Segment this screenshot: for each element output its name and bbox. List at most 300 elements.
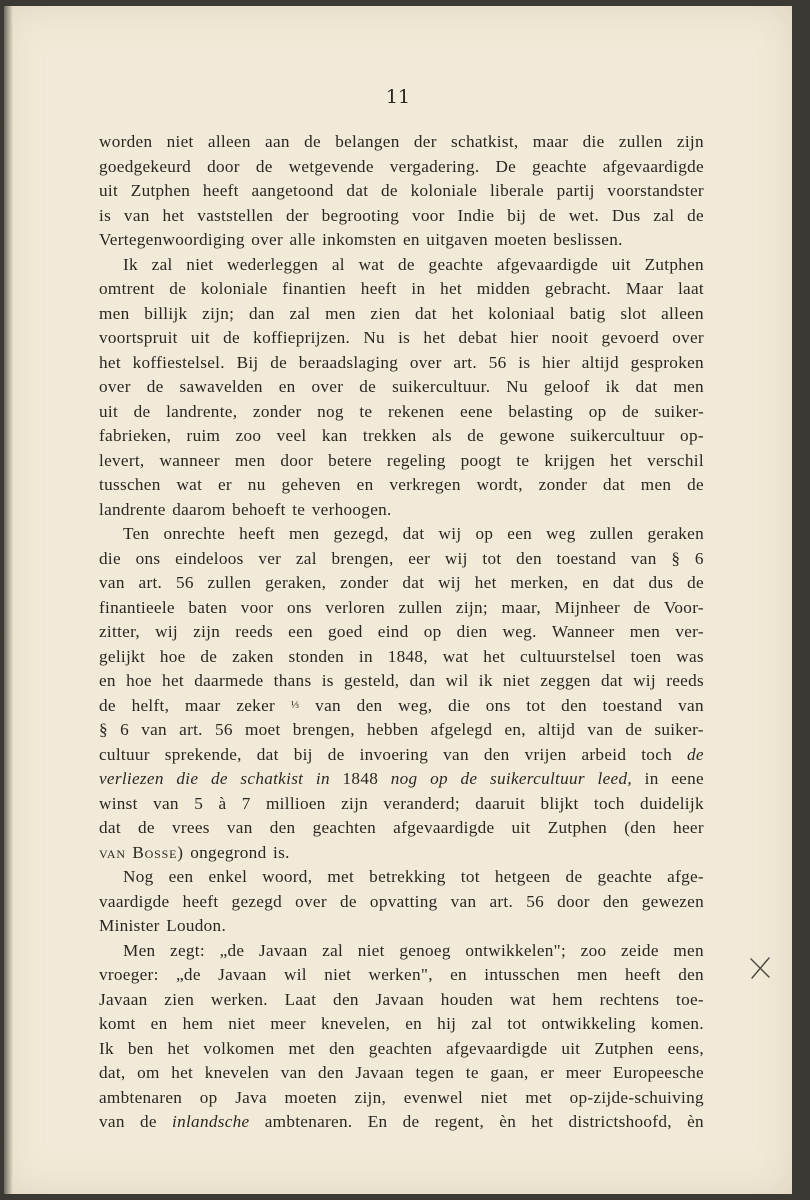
word: het [483,646,506,666]
word: èn [499,1112,517,1131]
text-line [99,424,704,449]
word: ambtenaren [99,1087,183,1107]
text-line [99,179,704,204]
word: eene [460,401,493,421]
text-line [99,743,704,768]
word: tot [526,695,546,715]
word: den [269,818,296,837]
word: zegt: [170,940,205,960]
word: over [672,328,704,347]
word: den [356,695,383,715]
word: dat [256,744,279,764]
word: „de [176,965,201,984]
page-number: 11 [385,86,411,108]
word: den [333,989,359,1009]
word: zeggen [540,671,591,690]
word: Loudon. [166,916,227,935]
word: uit [561,1038,581,1058]
word: inlandsche [172,1112,250,1131]
word: gezegd [231,891,283,911]
word: brengen, [331,548,394,568]
word: schatkist, [451,132,519,151]
word: van [123,205,150,225]
word: en, [504,720,526,739]
word: verkregen [389,475,461,494]
word: ontwikkeling [541,1014,636,1033]
word: aan [265,132,290,151]
text-line [99,1012,704,1037]
word: eind [377,622,409,641]
word: niet [502,671,530,690]
word: afgevaardigde [602,156,704,176]
word: van [630,548,657,568]
word: wederleggen [227,254,319,274]
word: zijn [341,793,369,813]
word: 6 [120,720,130,739]
word: dan [409,671,436,690]
word: dat [346,181,369,200]
word: ons [286,597,312,617]
text-line [99,326,704,351]
word: gesproken [630,352,704,372]
word: het [440,279,463,298]
word: de [381,181,398,200]
word: in [644,769,659,788]
word: is. [273,842,290,862]
word: ons [135,548,161,568]
text-line [99,498,704,523]
word: hier [542,352,570,372]
word: 56 [214,720,233,739]
word: er [540,1063,555,1082]
word: de [622,401,639,421]
word: zien [164,989,195,1009]
word: à [218,793,227,813]
word: wij [633,671,656,690]
word: 5 [194,793,204,813]
word: van [141,720,167,739]
word: uit [99,181,119,200]
word: wij [444,548,468,568]
word: zijn; [202,303,235,323]
word: men [234,450,266,470]
word: van [443,744,469,764]
word: gevoerd [601,328,659,347]
word: bij [507,205,527,225]
word: zal [653,205,675,225]
word: krijgen [544,450,596,470]
text-line [99,351,704,376]
word: koloniale [410,181,478,200]
word: betrekking [369,867,446,886]
word: maar [532,132,569,151]
word: van [99,842,126,862]
word: de [398,254,415,274]
word: enkel [208,867,248,886]
word: wat [509,989,536,1009]
word: hem [552,989,583,1009]
word: reeds [235,622,274,641]
word: over [251,230,284,249]
word: uit [611,254,631,274]
word: de [270,352,288,372]
word: daaruit [475,793,526,813]
text-line [99,865,704,890]
word: wat [442,646,469,666]
word: ambtenaren. [264,1112,353,1131]
word: zonder [340,573,389,592]
word: dat [99,818,121,837]
text-line [99,596,704,621]
text-line [99,228,704,253]
word: uitgaven [426,230,488,249]
word: en [99,671,116,690]
word: moet [244,720,281,739]
word: de [146,377,164,396]
word: Wanneer [551,622,615,641]
word: landrente, [166,401,238,421]
word: art. [179,720,203,739]
word: wetgevende [288,156,374,176]
word: maar, [501,597,541,617]
text-line [99,914,704,939]
word: maar [184,695,221,715]
word: op [430,769,448,788]
word: weg, [398,695,433,715]
word: reeds [666,671,704,690]
word: zeide [621,940,659,960]
word: verliezen [99,769,164,788]
text-line [99,130,704,155]
word: uit [511,818,531,837]
word: en [402,230,420,249]
word: de [539,205,556,225]
word: komen. [651,1014,704,1033]
word: is [99,205,112,225]
word: èn [687,1112,704,1131]
word: fabrieken, [99,426,172,445]
word: beslissen. [553,230,623,249]
word: hoe [126,671,152,690]
word: gezegd, [333,524,389,543]
word: schatkist [240,769,304,788]
word: geloof [543,377,590,396]
word: de [359,377,377,396]
word: van [99,573,125,592]
word: van [315,695,341,715]
text-line [99,1110,704,1135]
word: dat [402,573,425,592]
text-line [99,204,704,229]
word: de [138,818,155,837]
word: alle [289,230,316,249]
word: genoeg [399,940,451,960]
word: wil [445,671,469,690]
word: met [288,1038,316,1058]
word: een [288,622,313,641]
word: Bij [236,352,259,372]
word: op [588,401,607,421]
text-line [99,253,704,278]
word: beraadslaging [298,352,399,372]
word: de [402,1112,420,1131]
word: dien [456,622,488,641]
word: eer [408,548,431,568]
text-line [99,816,704,841]
word: levert, [99,450,145,470]
word: ver- [675,622,704,641]
word: dat [402,524,425,543]
word: zoo [580,940,607,960]
word: verloren [325,597,385,617]
word: arbeid [581,744,627,764]
word: suikercultuur. [392,377,491,396]
word: wij [438,573,461,592]
word: met [327,867,355,886]
word: vergadering. [389,156,480,176]
word: cultuur [99,744,150,764]
word: de [687,573,704,592]
word: daarmede [194,671,264,690]
word: Nu [506,377,528,396]
word: ben [127,1038,154,1058]
word: niet [228,1014,256,1033]
word: alleen [661,303,704,323]
word: 1848, [387,646,428,666]
text-line [99,155,704,180]
word: art. [138,573,163,592]
word: knevelen [204,1063,270,1082]
word: met [525,1087,552,1107]
word: ⅓ [290,698,300,711]
word: dat [612,573,635,592]
text-line [99,1086,704,1111]
word: worden [99,132,153,151]
word: vrees [171,818,210,837]
word: Java [235,1087,267,1107]
word: volkomen [203,1038,275,1058]
word: den [516,548,542,568]
word: gewone [499,426,555,445]
word: altijd [581,352,619,372]
word: voor [411,205,445,225]
word: het [610,450,633,470]
word: Zutphen [644,254,704,274]
word: het [171,1063,194,1082]
text-line [99,277,704,302]
word: sawavelden [179,377,263,396]
word: hem [182,1014,214,1033]
word: dat [600,671,623,690]
word: zaken [232,646,274,666]
word: geraken [647,524,704,543]
word: te [465,1063,479,1082]
word: de [99,695,116,715]
word: nu [247,475,266,494]
word: de [633,597,651,617]
word: ons [485,695,511,715]
word: districtshoofd, [568,1112,672,1131]
word: de [687,744,704,764]
text-line [99,522,704,547]
word: invoering [359,744,429,764]
word: op- [680,426,704,445]
word: de [687,205,704,225]
word: werken. [210,989,268,1009]
word: tusschen [99,475,161,494]
word: slot [620,303,647,323]
word: 7 [241,793,251,813]
word: Vertegenwoordiging [99,230,245,249]
word: de [255,156,273,176]
word: het [451,303,474,323]
word: zal [471,1014,493,1033]
word: de [339,891,357,911]
word: dus [648,573,674,592]
word: meer [565,1063,602,1082]
word: veel [276,426,307,445]
word: § [671,548,681,568]
word: geraken, [265,573,327,592]
word: Javaan [99,989,148,1009]
word: behoeft [232,499,286,519]
word: toch [641,744,673,764]
word: (den [624,818,656,837]
word: op [475,524,494,543]
word: door [280,450,314,470]
word: voor [240,597,274,617]
word: ik [478,671,493,690]
word: hier [510,328,539,347]
word: evenwel [403,1087,464,1107]
word: weg. [502,622,537,641]
text-line [99,620,704,645]
word: onrechte [163,524,226,543]
word: geheven [281,475,341,494]
word: Dus [611,205,641,225]
word: helft, [131,695,170,715]
word: „de [219,940,245,960]
word: wordt, [476,475,523,494]
text-line [99,645,704,670]
word: geachte [428,254,484,274]
word: te [516,450,530,470]
word: het [162,205,185,225]
word: wat [176,475,203,494]
text-line [99,547,704,572]
word: dat [635,377,658,396]
word: 56 [175,573,194,592]
word: van [587,720,614,739]
word: van [99,1112,125,1131]
word: heeft [182,891,219,911]
word: de [460,769,478,788]
word: zijn; [455,597,488,617]
word: bij [293,744,313,764]
word: als [431,426,452,445]
word: der [413,132,437,151]
word: is [398,328,411,347]
word: Bosse) [132,842,184,862]
word: den [483,744,510,764]
word: koffiestelsel. [132,352,225,372]
word: heeft [202,181,239,200]
word: zoo [235,426,262,445]
text-line [99,890,704,915]
word: over [311,377,344,396]
word: het [99,352,121,372]
word: stonden [288,646,345,666]
word: de [139,1112,157,1131]
word: men [325,303,356,323]
word: zijn [676,132,704,151]
word: voorstandster [607,181,704,200]
word: afgevaardigde [446,1038,548,1058]
word: moeten [284,1087,337,1107]
word: eens, [667,1038,704,1058]
word: millioen [266,793,326,813]
word: te [359,401,373,421]
word: betere [328,450,372,470]
word: tegen [415,1063,455,1082]
margin-x-mark-icon [748,956,772,980]
word: intusschen [484,965,560,984]
word: gaan, [490,1063,529,1082]
word: van [280,1063,307,1082]
word: inkomsten [322,230,397,249]
word: batig [569,303,606,323]
word: regeling [386,450,446,470]
word: 56 [488,352,507,372]
word: toen [630,646,662,666]
word: toestand [602,695,663,715]
word: liberale [489,181,544,200]
word: 1848 [342,769,379,788]
word: kan [321,426,348,445]
word: geachten [312,818,377,837]
word: landrente [99,499,166,519]
text-line [99,1037,704,1062]
word: werken", [368,965,433,984]
word: finantien [282,279,347,298]
word: poogt [460,450,502,470]
word: rechtens [599,989,660,1009]
word: zeker [236,695,276,715]
word: niet [357,940,385,960]
word: zullen [618,132,663,151]
text-line [99,400,704,425]
word: Javaan [218,965,267,984]
word: daarom [172,499,226,519]
word: Javaan [375,989,425,1009]
word: zal [289,303,311,323]
word: zal [322,940,344,960]
word: ontwikkelen"; [465,940,567,960]
word: Javaan [258,940,308,960]
word: winst [99,793,138,813]
word: hetgeen [494,867,551,886]
word: heeft [239,524,275,543]
word: in [315,769,330,788]
word: Ten [123,524,150,543]
word: 6 [694,548,704,568]
word: zullen [207,573,252,592]
word: Mijnheer [554,597,620,617]
word: moeten [494,230,547,249]
word: Men [123,940,156,960]
word: afgevaardigde [393,818,495,837]
word: koffieprijzen. [253,328,351,347]
